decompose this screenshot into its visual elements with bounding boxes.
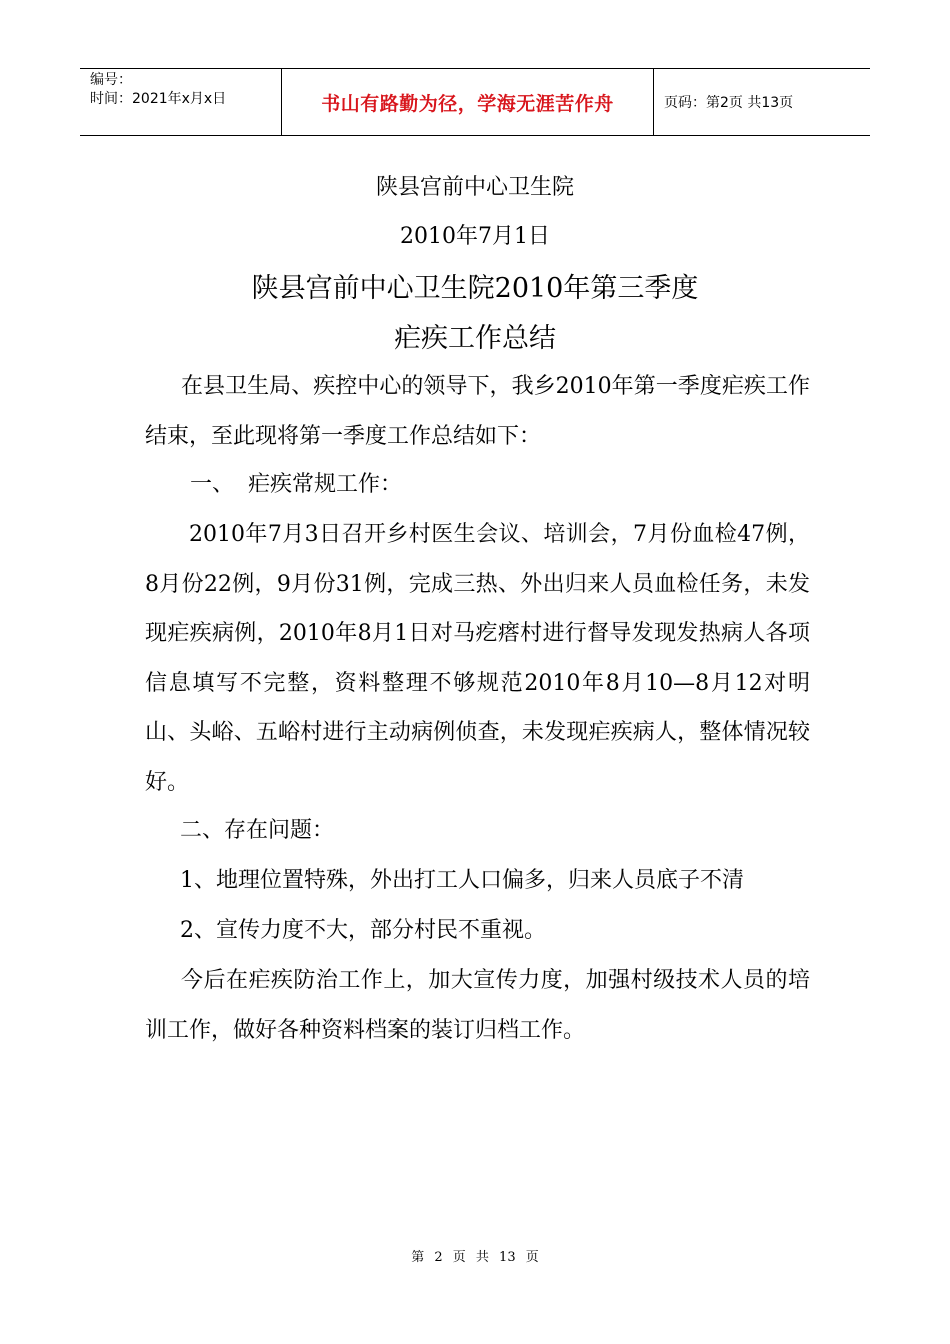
organization-name: 陕县宫前中心卫生院 <box>375 175 574 200</box>
section1-heading: 一、 疟疾常规工作： <box>190 472 402 497</box>
document-date: 2010年7月1日 <box>400 224 550 249</box>
page-footer: 第 2 页 共 13 页 <box>411 1250 539 1265</box>
document-title-line2: 疟疾工作总结 <box>394 323 556 354</box>
section2-heading: 二、存在问题： <box>180 818 335 843</box>
header-page-cell <box>654 69 870 135</box>
header-page-info: 页码：第2页 共13页 <box>664 95 794 111</box>
header-motto-cell <box>282 69 654 135</box>
issue-item-2: 2、宣传力度不大，部分村民不重视。 <box>180 918 546 943</box>
header-motto: 书山有路勤为径，学海无涯苦作舟 <box>321 92 614 115</box>
issue-item-1: 1、地理位置特殊，外出打工人口偏多，归来人员底子不清 <box>180 868 744 893</box>
header-meta-cell <box>80 69 282 135</box>
document-title-line1: 陕县宫前中心卫生院2010年第三季度 <box>251 273 699 304</box>
document-time-label: 时间：2021年x月x日 <box>90 91 227 107</box>
intro-paragraph: 在县卫生局、疾控中心的领导下，我乡2010年第一季度疟疾工作结束，至此现将第一季度工作总结如下： <box>145 374 810 449</box>
closing-paragraph: 今后在疟疾防治工作上，加大宣传力度，加强村级技术人员的培训工作，做好各种资料档案的装订归档工作。 <box>145 968 810 1043</box>
section1-body-paragraph: 2010年7月3日召开乡村医生会议、培训会，7月份血检47例，8月份22例，9月份31例，完成三热、外出归来人员血检任务，未发现疟疾病例，2010年8月1日对马疙瘩村进行督导发现发热病人各项信息填写不完整，资料整理不够规范2010年8月10—8月12对明山、头峪、五峪村进行主动病例侦查，未发现疟疾病人，整体情况较好。 <box>145 522 810 795</box>
document-number-label: 编号： <box>90 72 132 88</box>
document-header-table <box>80 68 870 136</box>
